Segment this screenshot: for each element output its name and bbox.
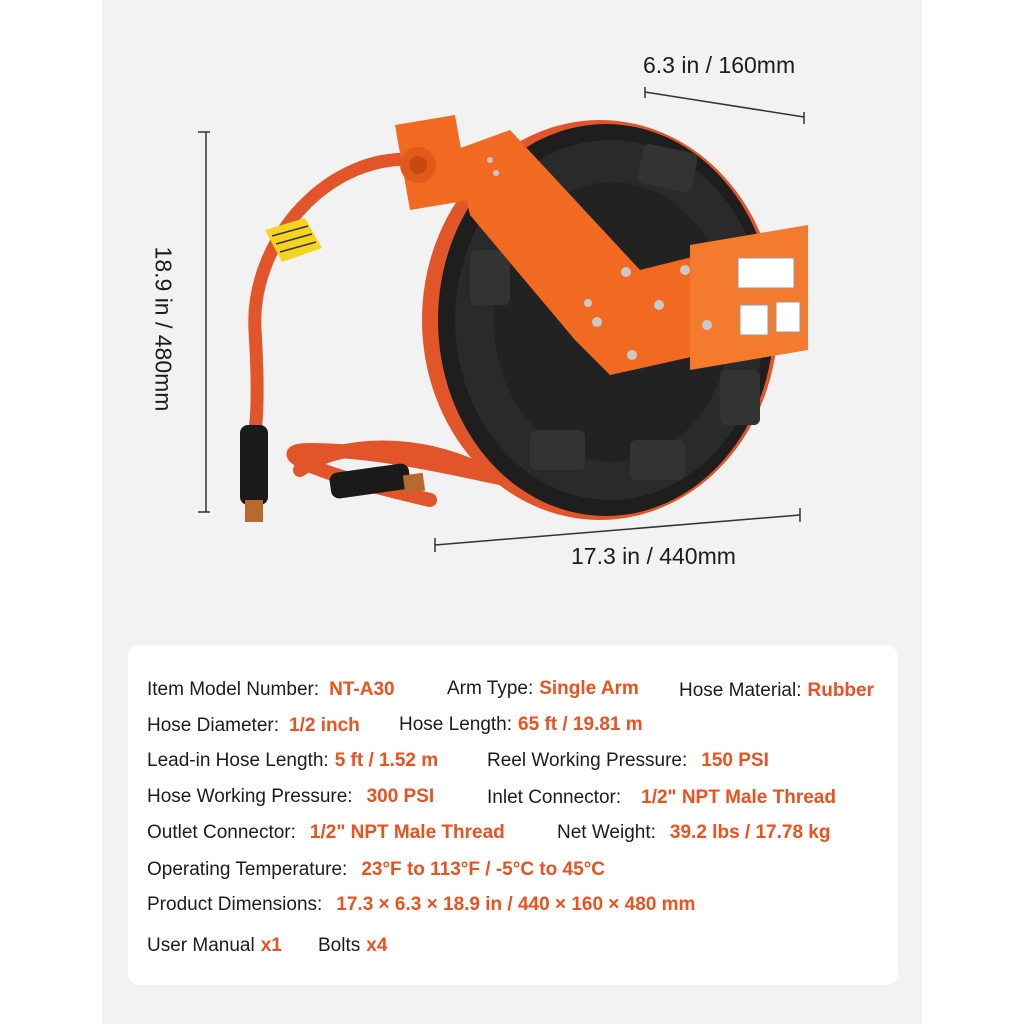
- spec-value: 23°F to 113°F / -5°C to 45°C: [361, 859, 606, 880]
- spec-hose-material: [679, 680, 874, 702]
- spec-label: Inlet Connector:: [487, 787, 622, 808]
- spec-arm-type: [447, 678, 639, 700]
- depth-dimension-label: 6.3 in / 160mm: [643, 52, 796, 78]
- spec-label: Hose Working Pressure:: [147, 786, 353, 807]
- spec-user-manual: [147, 935, 282, 957]
- spec-hose-length: [399, 714, 643, 736]
- spec-product-dimensions: [147, 894, 695, 916]
- spec-label: Outlet Connector:: [147, 822, 296, 843]
- spec-bolts: [318, 935, 387, 957]
- spec-label: User Manual: [147, 935, 255, 956]
- spec-value: 17.3 × 6.3 × 18.9 in / 440 × 160 × 480 mm: [336, 894, 696, 915]
- spec-label: Hose Length:: [399, 714, 513, 735]
- spec-label: Operating Temperature:: [147, 859, 348, 880]
- spec-outlet-connector: [147, 822, 505, 844]
- spec-value: Rubber: [807, 680, 874, 701]
- spec-net-weight: [557, 822, 830, 844]
- spec-label: Lead-in Hose Length:: [147, 750, 329, 771]
- spec-value: 300 PSI: [366, 786, 435, 807]
- spec-value: 65 ft / 19.81 m: [518, 714, 643, 735]
- width-dimension-label: 17.3 in / 440mm: [571, 543, 736, 569]
- spec-lead-in-hose-length: [147, 750, 438, 772]
- spec-value: 1/2 inch: [289, 715, 360, 736]
- spec-reel-working-pressure: [487, 750, 769, 772]
- spec-value: 5 ft / 1.52 m: [334, 750, 439, 771]
- spec-value: 1/2" NPT Male Thread: [641, 787, 836, 808]
- spec-label: Hose Material:: [679, 680, 802, 701]
- spec-value: x4: [366, 935, 388, 956]
- spec-label: Item Model Number:: [147, 679, 320, 700]
- spec-label: Reel Working Pressure:: [487, 750, 688, 771]
- spec-item-model-number: [147, 679, 395, 701]
- spec-hose-diameter: [147, 715, 360, 737]
- spec-label: Net Weight:: [557, 822, 656, 843]
- spec-operating-temperature: [147, 859, 605, 881]
- spec-value: 39.2 lbs / 17.78 kg: [669, 822, 831, 843]
- spec-value: NT-A30: [329, 679, 395, 700]
- lead-hose: [255, 159, 420, 430]
- spec-label: Hose Diameter:: [147, 715, 279, 736]
- spec-inlet-connector: [487, 787, 836, 809]
- spec-value: Single Arm: [539, 678, 639, 699]
- spec-label: Product Dimensions:: [147, 894, 323, 915]
- height-dimension-label: 18.9 in / 480mm: [150, 246, 177, 412]
- spec-hose-working-pressure: [147, 786, 434, 808]
- spec-value: 150 PSI: [701, 750, 769, 771]
- spec-value: 1/2" NPT Male Thread: [309, 822, 505, 843]
- spec-label: Arm Type:: [447, 678, 534, 699]
- spec-label: Bolts: [318, 935, 361, 956]
- spec-value: x1: [260, 935, 282, 956]
- hose-end-left: [240, 425, 268, 522]
